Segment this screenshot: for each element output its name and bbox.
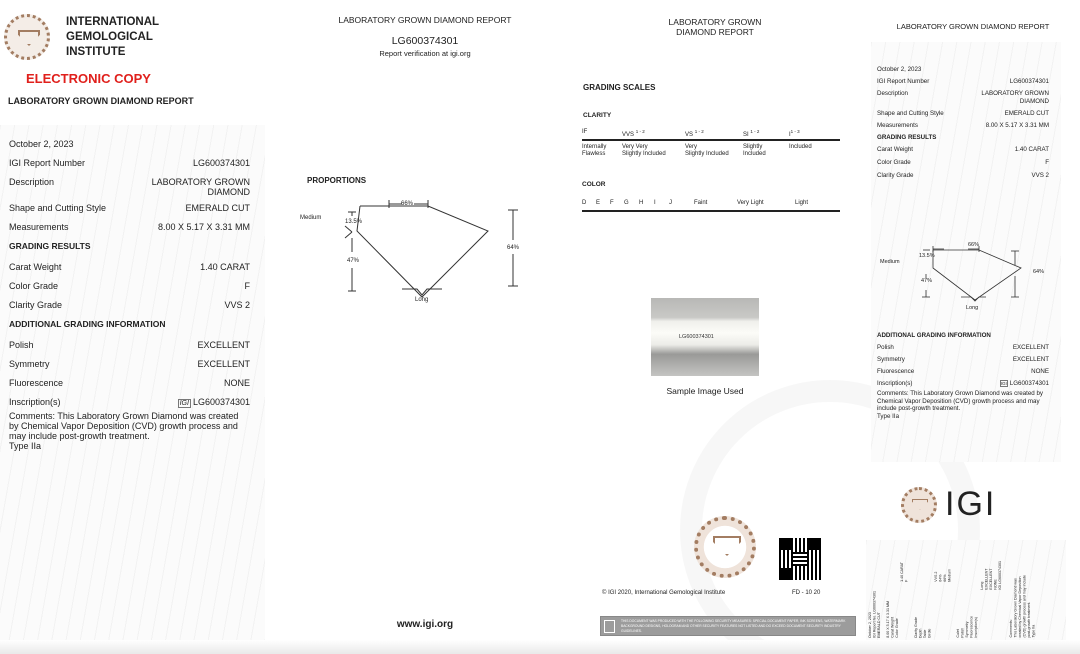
culet-label: Long <box>966 305 979 311</box>
color-scale <box>582 200 840 212</box>
copyright-text: © IGI 2020, International Gemological Institute <box>602 590 726 596</box>
color-heading: COLOR <box>582 181 606 188</box>
clarity-desc: Very Very Slightly Included <box>622 144 666 157</box>
summary-report-title: LABORATORY GROWN DIAMOND REPORT <box>896 22 1050 31</box>
clarity-heading: CLARITY <box>583 112 612 119</box>
clarity-desc: Internally Flawless <box>582 144 607 157</box>
color-grade: F <box>610 200 614 206</box>
field-carat: Carat Weight 1.40 CARAT <box>9 262 250 272</box>
depth-percentage: 64% <box>507 245 520 251</box>
clarity-grade: SI $^{1 - 2}$ <box>743 129 760 138</box>
clarity-grade: VS $^{1 - 2}$ <box>685 129 704 138</box>
clarity-desc: Slightly Included <box>743 144 766 157</box>
diamond-outline <box>357 206 488 297</box>
rotated-summary-strip <box>866 540 1066 640</box>
grading-scales-heading: GRADING SCALES <box>583 83 656 92</box>
color-grade: I <box>654 200 656 206</box>
org-name: INTERNATIONAL GEMOLOGICAL INSTITUTE <box>66 15 160 58</box>
field-description: Description LABORATORY GROWN DIAMOND <box>9 177 250 197</box>
field-shape: Shape and Cutting Style EMERALD CUT <box>9 203 250 213</box>
field-measurements: Measurements 8.00 X 5.17 X 3.31 MM <box>9 222 250 232</box>
field-inscription: Inscription(s) IGI LG600374301 <box>9 397 250 407</box>
pavilion-angle: 47% <box>347 258 360 264</box>
pavilion-angle: 47% <box>921 278 933 284</box>
color-scale-bar <box>582 210 840 212</box>
report-details <box>9 139 250 451</box>
additional-info-heading: ADDITIONAL GRADING INFORMATION <box>9 319 166 329</box>
color-grade: D <box>582 200 587 206</box>
report-page-scales <box>570 0 860 654</box>
electronic-copy-label: ELECTRONIC COPY <box>26 71 151 86</box>
clarity-grade: VVS $^{1 - 2}$ <box>622 129 645 138</box>
center-report-title: LABORATORY GROWN DIAMOND REPORT <box>338 15 512 25</box>
strip-col: October 2, 2023 IGI Report No. LG600374301 EMERALD CUT <box>868 591 881 638</box>
field-clarity: Clarity Grade VVS 2 <box>877 172 1049 179</box>
depth-percentage: 64% <box>1033 269 1045 275</box>
report-page-proportions <box>290 0 560 654</box>
crown-angle: 13.5% <box>345 219 363 225</box>
report-verification-link[interactable]: Report verification at igi.org <box>379 49 471 58</box>
color-grade: Very Light <box>737 200 764 206</box>
security-notice: THIS DOCUMENT WAS PRODUCED WITH THE FOLLOWING SECURITY MEASURES: SPECIAL DOCUMENT PAPER, INK SCREENS, WATERMARK BACKGROUND DESIGNS, HOLOGRAM AND OTHER SECURITY FEATURES NOT LISTED AND DO EXCEED DOCUMENT SECURITY INDUSTRY GUIDELINES. <box>600 616 856 636</box>
clarity-desc: Included <box>789 144 812 150</box>
diamond-outline <box>933 250 1021 300</box>
additional-info-heading: ADDITIONAL GRADING INFORMATION <box>877 332 991 339</box>
field-fluorescence: Fluorescence NONE <box>9 378 250 388</box>
clarity-scale <box>582 129 840 158</box>
crown-angle: 13.5% <box>919 253 935 259</box>
color-grade: E <box>596 200 601 206</box>
field-description: Description LABORATORY GROWN DIAMOND <box>877 90 1049 105</box>
igi-seal-icon <box>901 487 937 523</box>
field-inscription: Inscription(s) IGI LG600374301 <box>877 380 1049 387</box>
report-date: October 2, 2023 <box>877 66 922 73</box>
field-polish: Polish EXCELLENT <box>9 340 250 350</box>
sample-inscription-image: LG600374301 <box>651 298 759 376</box>
field-polish: Polish EXCELLENT <box>877 344 1049 351</box>
igi-inscription-icon: IGI <box>1000 381 1007 386</box>
color-grade: Light <box>795 200 809 206</box>
culet-label: Long <box>415 297 429 303</box>
field-symmetry: Symmetry EXCELLENT <box>9 359 250 369</box>
clarity-grade: IF <box>582 129 588 135</box>
field-clarity: Clarity Grade VVS 2 <box>9 300 250 310</box>
color-grade: G <box>624 200 629 206</box>
field-color: Color Grade F <box>877 159 1049 166</box>
strip-col: Culet Polish Symmetry Fluorescence Inscription(s) <box>956 616 978 638</box>
igi-header-logo <box>4 14 159 60</box>
igi-brand-logo: IGI <box>901 485 996 524</box>
color-grade: H <box>639 200 644 206</box>
clarity-desc: Very Slightly Included <box>685 144 729 157</box>
field-symmetry: Symmetry EXCELLENT <box>877 356 1049 363</box>
field-report-number: IGI Report Number LG600374301 <box>877 78 1049 85</box>
field-color: Color Grade F <box>9 281 250 291</box>
field-carat: Carat Weight 1.40 CARAT <box>877 146 1049 153</box>
website-link[interactable]: www.igi.org <box>396 619 454 630</box>
grading-results-heading: GRADING RESULTS <box>9 241 91 251</box>
proportions-heading: PROPORTIONS <box>307 176 367 185</box>
report-page-main <box>0 0 270 654</box>
comments: Comments: This Laboratory Grown Diamond was created by Chemical Vapor Deposition (CVD) growth process and may include post-growth treatment. Type IIa <box>877 390 1043 420</box>
table-percentage: 66% <box>401 201 414 207</box>
strip-col: VVS 2 64% 66% Medium <box>934 569 952 582</box>
table-percentage: 66% <box>968 242 980 248</box>
field-report-number: IGI Report Number LG600374301 <box>9 158 250 168</box>
igi-seal-icon <box>694 516 756 578</box>
clarity-scale-bar <box>582 139 840 141</box>
summary-details <box>877 66 1049 184</box>
color-grade: Faint <box>694 200 708 206</box>
report-date: October 2, 2023 <box>9 139 74 149</box>
scales-report-title: LABORATORY GROWN DIAMOND REPORT <box>668 17 762 37</box>
summary-proportions-diagram <box>866 240 1056 315</box>
strip-col: 1.40 CARAT F <box>900 562 909 582</box>
center-report-number: LG600374301 <box>391 35 459 47</box>
strip-col: Clarity Grade Depth Table Girdle <box>914 616 932 638</box>
comments: Comments: This Laboratory Grown Diamond was created by Chemical Vapor Deposition (CVD) growth process and may include post-growth treatment. Type IIa <box>9 411 239 451</box>
igi-seal-icon <box>4 14 50 60</box>
field-measurements: Measurements 8.00 X 5.17 X 3.31 MM <box>877 122 1049 129</box>
strip-col: Comments: This Laboratory Grown Diamond was created by Chemical Vapor Deposition (CVD) growth process and may include post-growth treatment. Type IIa <box>1009 575 1036 638</box>
report-title: LABORATORY GROWN DIAMOND REPORT <box>8 96 194 106</box>
field-shape: Shape and Cutting Style EMERALD CUT <box>877 110 1049 117</box>
girdle-label: Medium <box>300 215 322 221</box>
report-page-summary <box>866 0 1080 654</box>
viewer-bottom-edge <box>0 640 1080 654</box>
color-grade: J <box>669 200 672 206</box>
summary-additional <box>877 332 1049 420</box>
form-code: FD - 10 20 <box>792 590 821 596</box>
grading-results-heading: GRADING RESULTS <box>877 134 937 141</box>
girdle-label: Medium <box>880 259 900 265</box>
strip-col: Long EXCELLENT EXCELLENT NONE IGI LG600374301 <box>980 561 1002 590</box>
igi-inscription-icon: IGI <box>179 400 189 407</box>
sample-image-caption: Sample Image Used <box>666 386 744 396</box>
qr-code-icon[interactable] <box>779 538 821 580</box>
document-lock-icon <box>604 620 615 633</box>
strip-col: 8.00 X 5.17 X 3.31 MM Carat Weight Color Grade <box>886 601 899 638</box>
clarity-grade: $I^{1 - 3}$ <box>789 129 800 138</box>
field-fluorescence: Fluorescence NONE <box>877 368 1049 375</box>
